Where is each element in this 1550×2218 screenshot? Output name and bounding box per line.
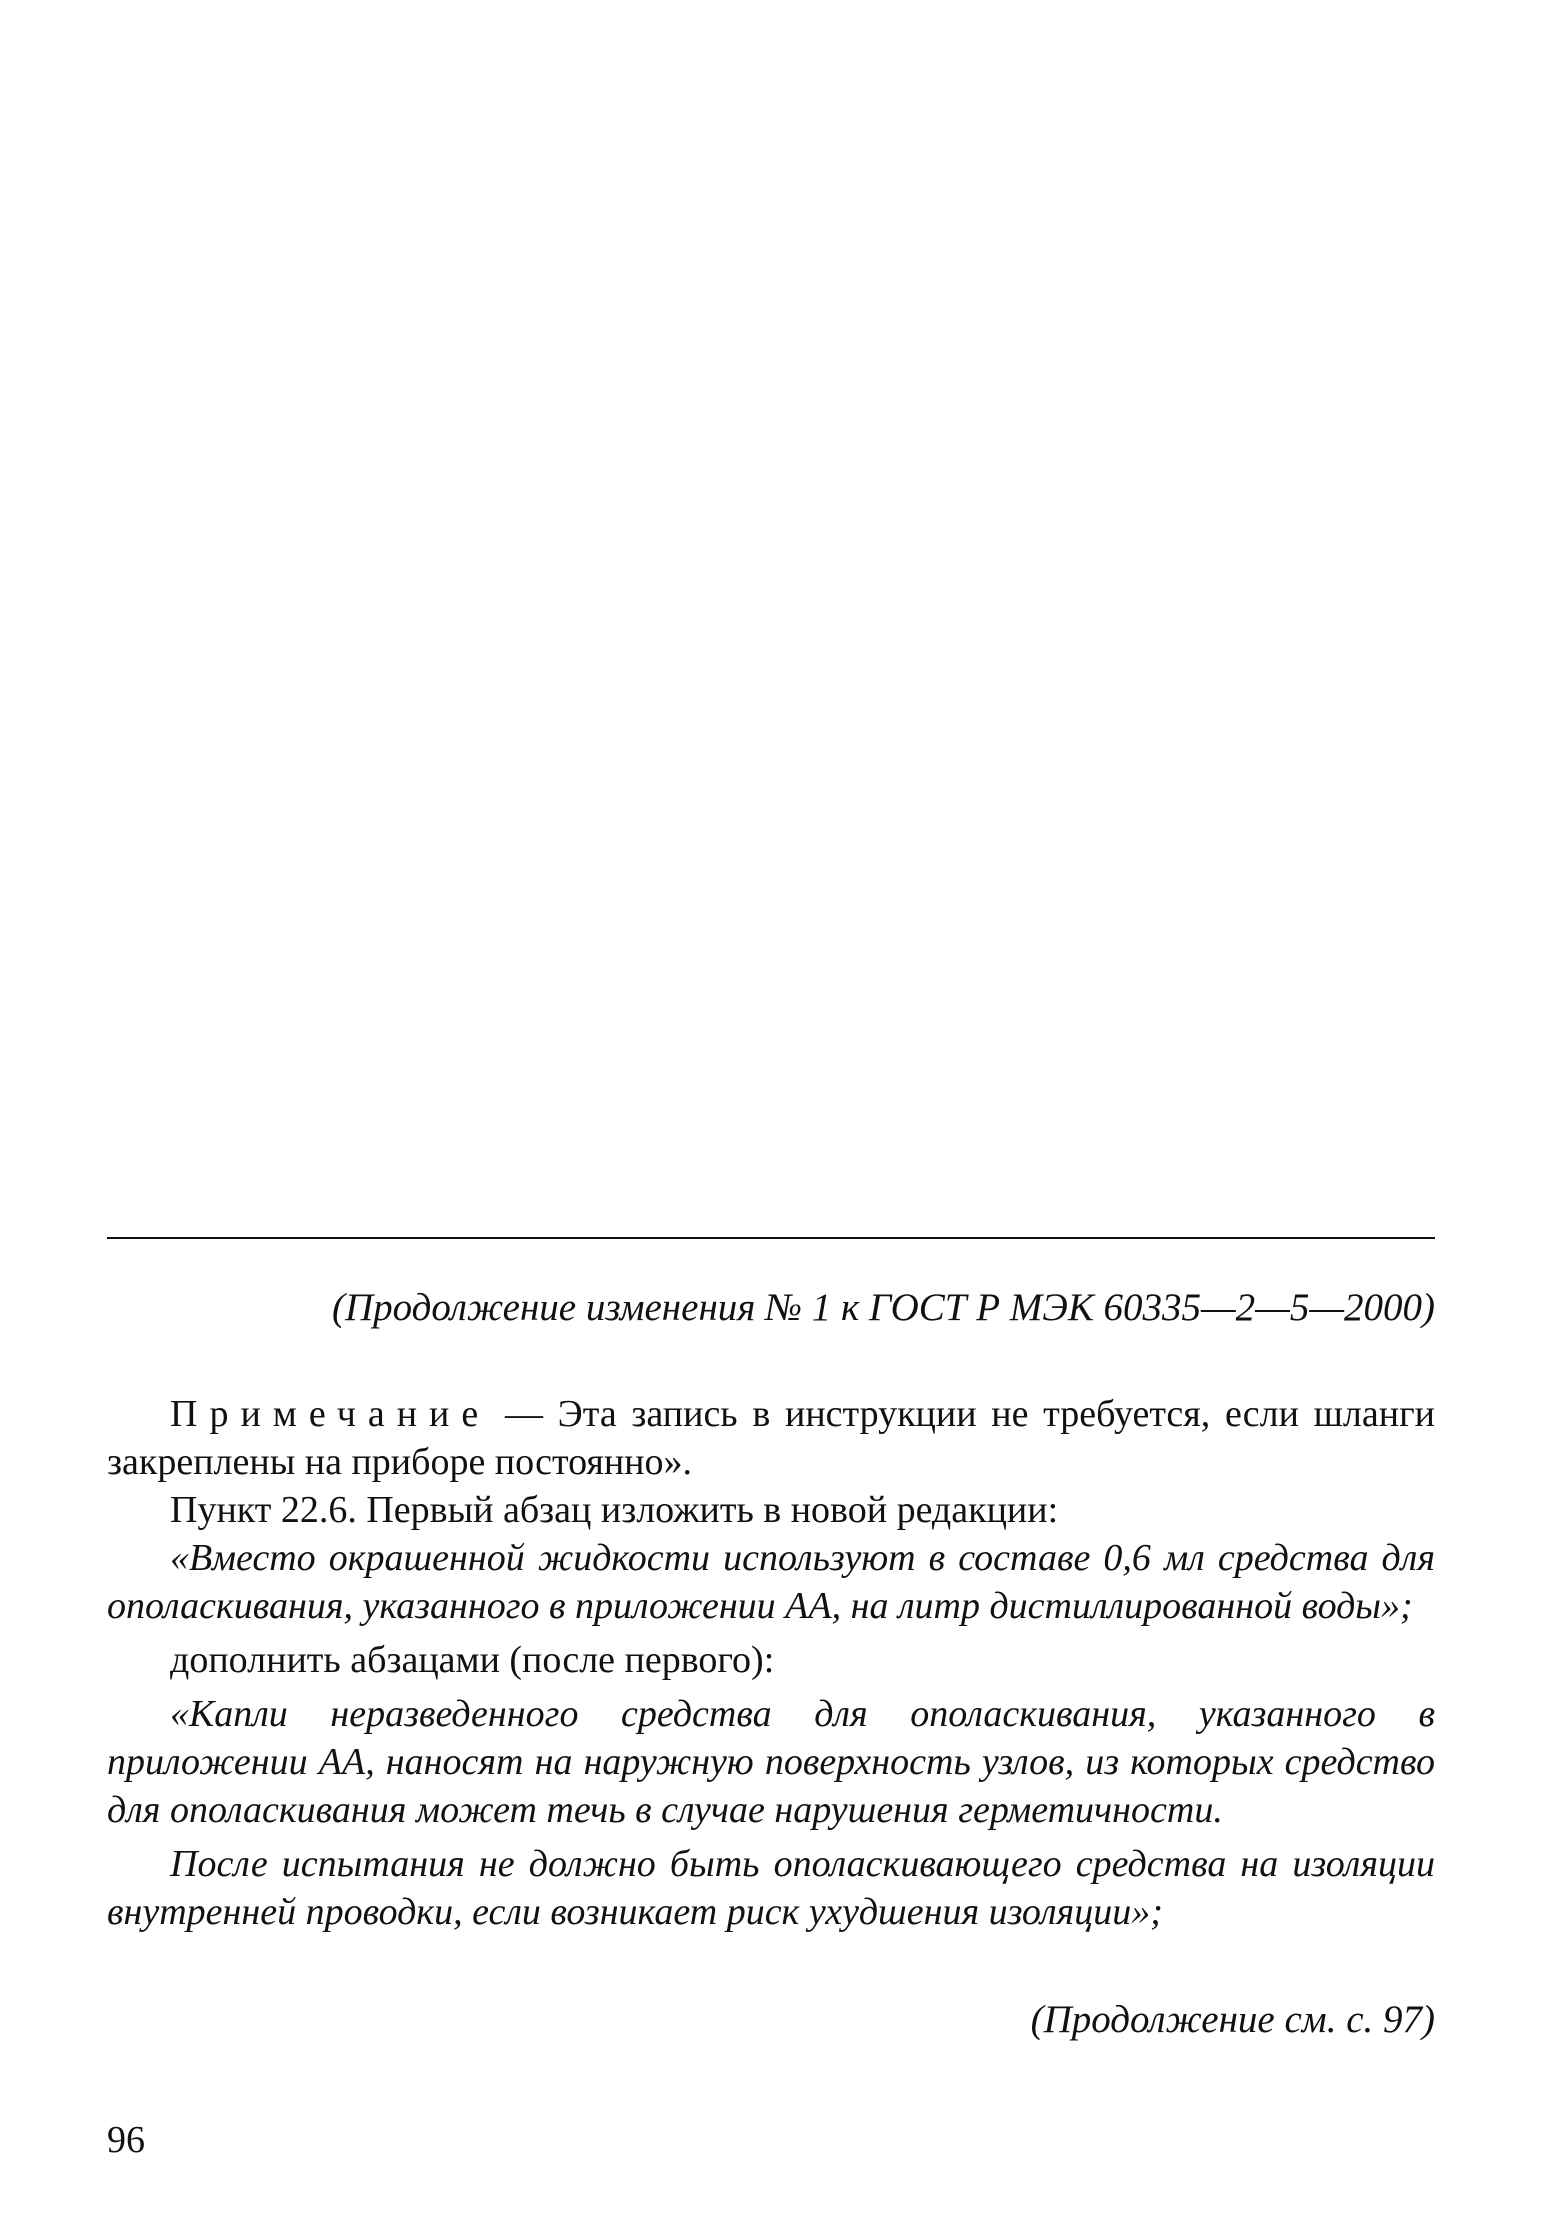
note-paragraph xyxy=(107,1390,1435,1486)
quoted-paragraph-2: «Капли неразведенного средства для ополаскивания, указанного в приложении АА, наносят на наружную поверхность узлов, из которых средство для ополаскивания может течь в случае нарушения герметичности. xyxy=(107,1693,1435,1831)
note-label: Примечание xyxy=(170,1393,491,1435)
header-divider xyxy=(107,1237,1435,1239)
instruction-paragraph: дополнить абзацами (после первого): xyxy=(170,1639,775,1681)
continuation-header: (Продолжение изменения № 1 к ГОСТ Р МЭК 60335—2—5—2000) xyxy=(331,1286,1435,1329)
note-text: — Эта запись в инструкции не требуется, если шланги закреплены на приборе постоянно». xyxy=(107,1393,1435,1483)
clause-paragraph: Пункт 22.6. Первый абзац изложить в новой редакции: xyxy=(170,1489,1059,1531)
document-body xyxy=(107,1390,1435,1936)
quoted-paragraph-1: «Вместо окрашенной жидкости используют в составе 0,6 мл средства для ополаскивания, указанного в приложении АА, на литр дистиллированной воды»; xyxy=(107,1537,1435,1627)
continued-note: (Продолжение см. с. 97) xyxy=(1030,1998,1435,2041)
page-number: 96 xyxy=(107,2119,145,2161)
quoted-paragraph-3: После испытания не должно быть ополаскивающего средства на изоляции внутренней проводки, если возникает риск ухудшения изоляции»; xyxy=(107,1843,1435,1933)
